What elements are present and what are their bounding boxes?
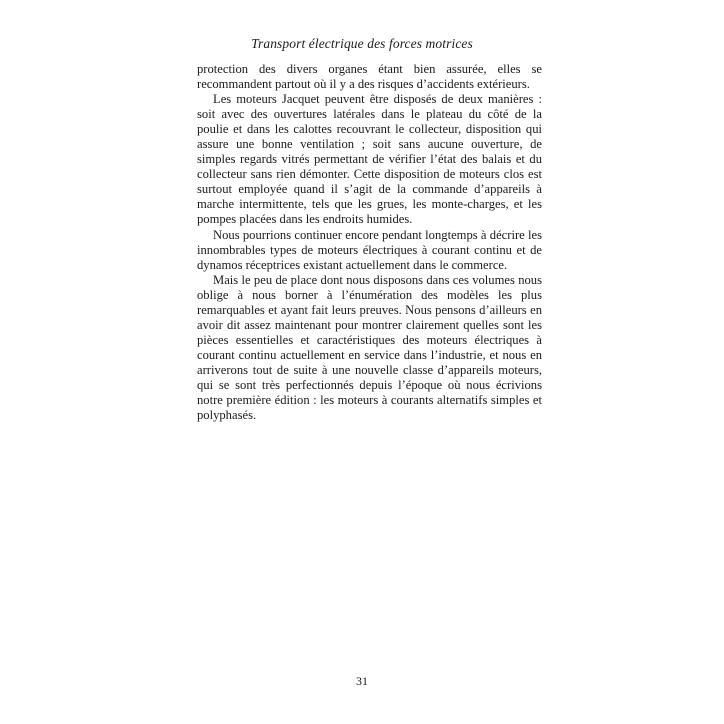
- running-title: Transport électrique des forces motrices: [251, 36, 473, 51]
- paragraph-other-types: Nous pourrions continuer encore pendant longtemps à décrire les innombrables types de moteurs électriques à courant continu et de dynamos réceptrices existant actuellement dans le commerce.: [197, 227, 542, 272]
- paragraph-continuation: protection des divers organes étant bien assurée, elles se recommandent partout où il y a des risques d’accidents extérieurs.: [197, 62, 542, 92]
- body-text: [197, 62, 542, 423]
- page-number: 31: [356, 674, 368, 688]
- paragraph-transition: Mais le peu de place dont nous disposons dans ces volumes nous oblige à nous borner à l’énumération des modèles les plus remarquables et ayant fait leurs preuves. Nous pensons d’ailleurs en avoir dit assez maintenant pour montrer clairement quelles sont les pièces essentielles et caractéristiques des moteurs électriques à courant continu actuellement en service dans l’industrie, et nous en arriverons tout de suite à une nouvelle classe d’appareils moteurs, qui se sont très perfectionnés depuis l’époque où nous écrivions notre première édition : les moteurs à courants alternatifs simples et polyphasés.: [197, 272, 542, 423]
- paragraph-jacquet-motors: Les moteurs Jacquet peuvent être disposés de deux manières : soit avec des ouvertures latérales dans le plateau du côté de la poulie et dans les calottes recouvrant le collecteur, disposition qui assure une bonne ventilation ; soit sans aucune ouverture, de simples regards vitrés permettant de vérifier l’état des balais et du collecteur sans rien démonter. Cette disposition de moteurs clos est surtout employée quand il s’agit de la commande d’appareils à marche intermittente, tels que les grues, les monte-charges, et les pompes placées dans les endroits humides.: [197, 92, 542, 227]
